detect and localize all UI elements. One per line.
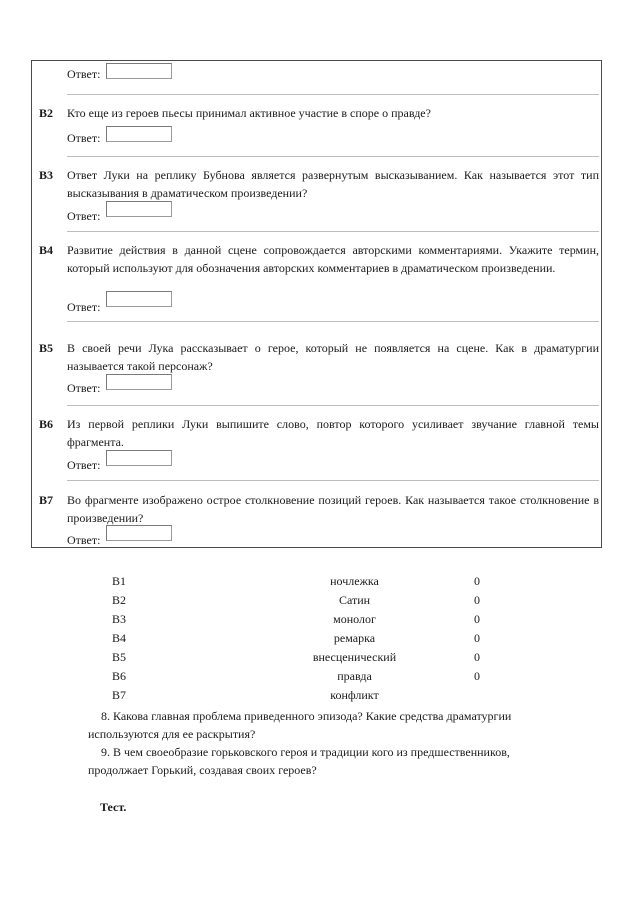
answer-label: Ответ: xyxy=(67,533,101,547)
key-score: 0 xyxy=(474,650,480,664)
key-answer: внесценический xyxy=(312,650,397,664)
separator xyxy=(67,94,599,95)
answer-label: Ответ: xyxy=(67,300,101,314)
answer-label: Ответ: xyxy=(67,458,101,472)
table-row xyxy=(95,686,517,705)
key-score: 0 xyxy=(474,593,480,607)
question-number-b6: В6 xyxy=(39,417,54,431)
answer-label: Ответ: xyxy=(67,131,101,145)
key-id: B6 xyxy=(112,669,127,683)
separator xyxy=(67,405,599,406)
question-text-b3: Ответ Луки на реплику Бубнова является развернутым высказыванием. Как называется этот тип высказывания в драматическом произведении? xyxy=(67,168,599,200)
answer-input-b1[interactable] xyxy=(106,63,172,79)
question-number-b5: В5 xyxy=(39,341,54,355)
key-answer: конфликт xyxy=(330,688,379,702)
key-answer: ремарка xyxy=(333,631,376,645)
separator xyxy=(67,480,599,481)
question-text-b7: Во фрагменте изображено острое столкновение позиций героев. Как называется такое столкновение в произведении? xyxy=(67,493,599,525)
answer-input-b6[interactable] xyxy=(106,450,172,466)
answer-input-b5[interactable] xyxy=(106,374,172,390)
table-row xyxy=(95,629,517,648)
table-row xyxy=(95,667,517,686)
key-answer: Сатин xyxy=(338,593,371,607)
answer-label: Ответ: xyxy=(67,67,101,81)
table-row xyxy=(95,610,517,629)
answer-input-b7[interactable] xyxy=(106,525,172,541)
key-answer: монолог xyxy=(333,612,376,626)
key-id: B3 xyxy=(112,612,127,626)
table-row xyxy=(95,648,517,667)
question-number-b2: В2 xyxy=(39,106,54,120)
question-number-b4: В4 xyxy=(39,243,54,257)
task-8: 8. Какова главная проблема приведенного эпизода? Какие средства драматургии используются для ее раскрытия? xyxy=(88,709,512,741)
key-score: 0 xyxy=(474,631,480,645)
key-id: B7 xyxy=(112,688,127,702)
question-number-b7: В7 xyxy=(39,493,54,507)
separator xyxy=(67,321,599,322)
key-id: B2 xyxy=(112,593,127,607)
answer-input-b3[interactable] xyxy=(106,201,172,217)
separator xyxy=(67,231,599,232)
key-id: B4 xyxy=(112,631,127,645)
key-score: 0 xyxy=(474,669,480,683)
table-row xyxy=(95,572,517,591)
key-score xyxy=(437,686,517,705)
key-id: B1 xyxy=(112,574,127,588)
question-text-b4: Развитие действия в данной сцене сопровождается авторскими комментариями. Укажите термин, который используют для обозначения авторских комментариев в драматическом произведении. xyxy=(67,243,599,275)
task-9: 9. В чем своеобразие горьковского героя и традиции кого из предшественников, продолжает Горький, создавая своих героев? xyxy=(88,745,510,777)
test-title: Тест. xyxy=(100,800,127,814)
question-text-b5: В своей речи Лука рассказывает о герое, который не появляется на сцене. Как в драматургии называется такой персонаж? xyxy=(67,341,599,373)
key-answer: правда xyxy=(337,669,372,683)
separator xyxy=(67,156,599,157)
answer-input-b2[interactable] xyxy=(106,126,172,142)
answer-input-b4[interactable] xyxy=(106,291,172,307)
key-score: 0 xyxy=(474,612,480,626)
question-number-b3: В3 xyxy=(39,168,54,182)
key-answer: ночлежка xyxy=(330,574,379,588)
table-row xyxy=(95,591,517,610)
question-text-b6: Из первой реплики Луки выпишите слово, повтор которого усиливает звучание главной темы фрагмента. xyxy=(67,417,599,449)
key-id: B5 xyxy=(112,650,127,664)
key-score: 0 xyxy=(474,574,480,588)
answer-label: Ответ: xyxy=(67,381,101,395)
question-text-b2: Кто еще из героев пьесы принимал активное участие в споре о правде? xyxy=(67,106,431,120)
answer-key-table xyxy=(95,572,517,705)
answer-label: Ответ: xyxy=(67,209,101,223)
